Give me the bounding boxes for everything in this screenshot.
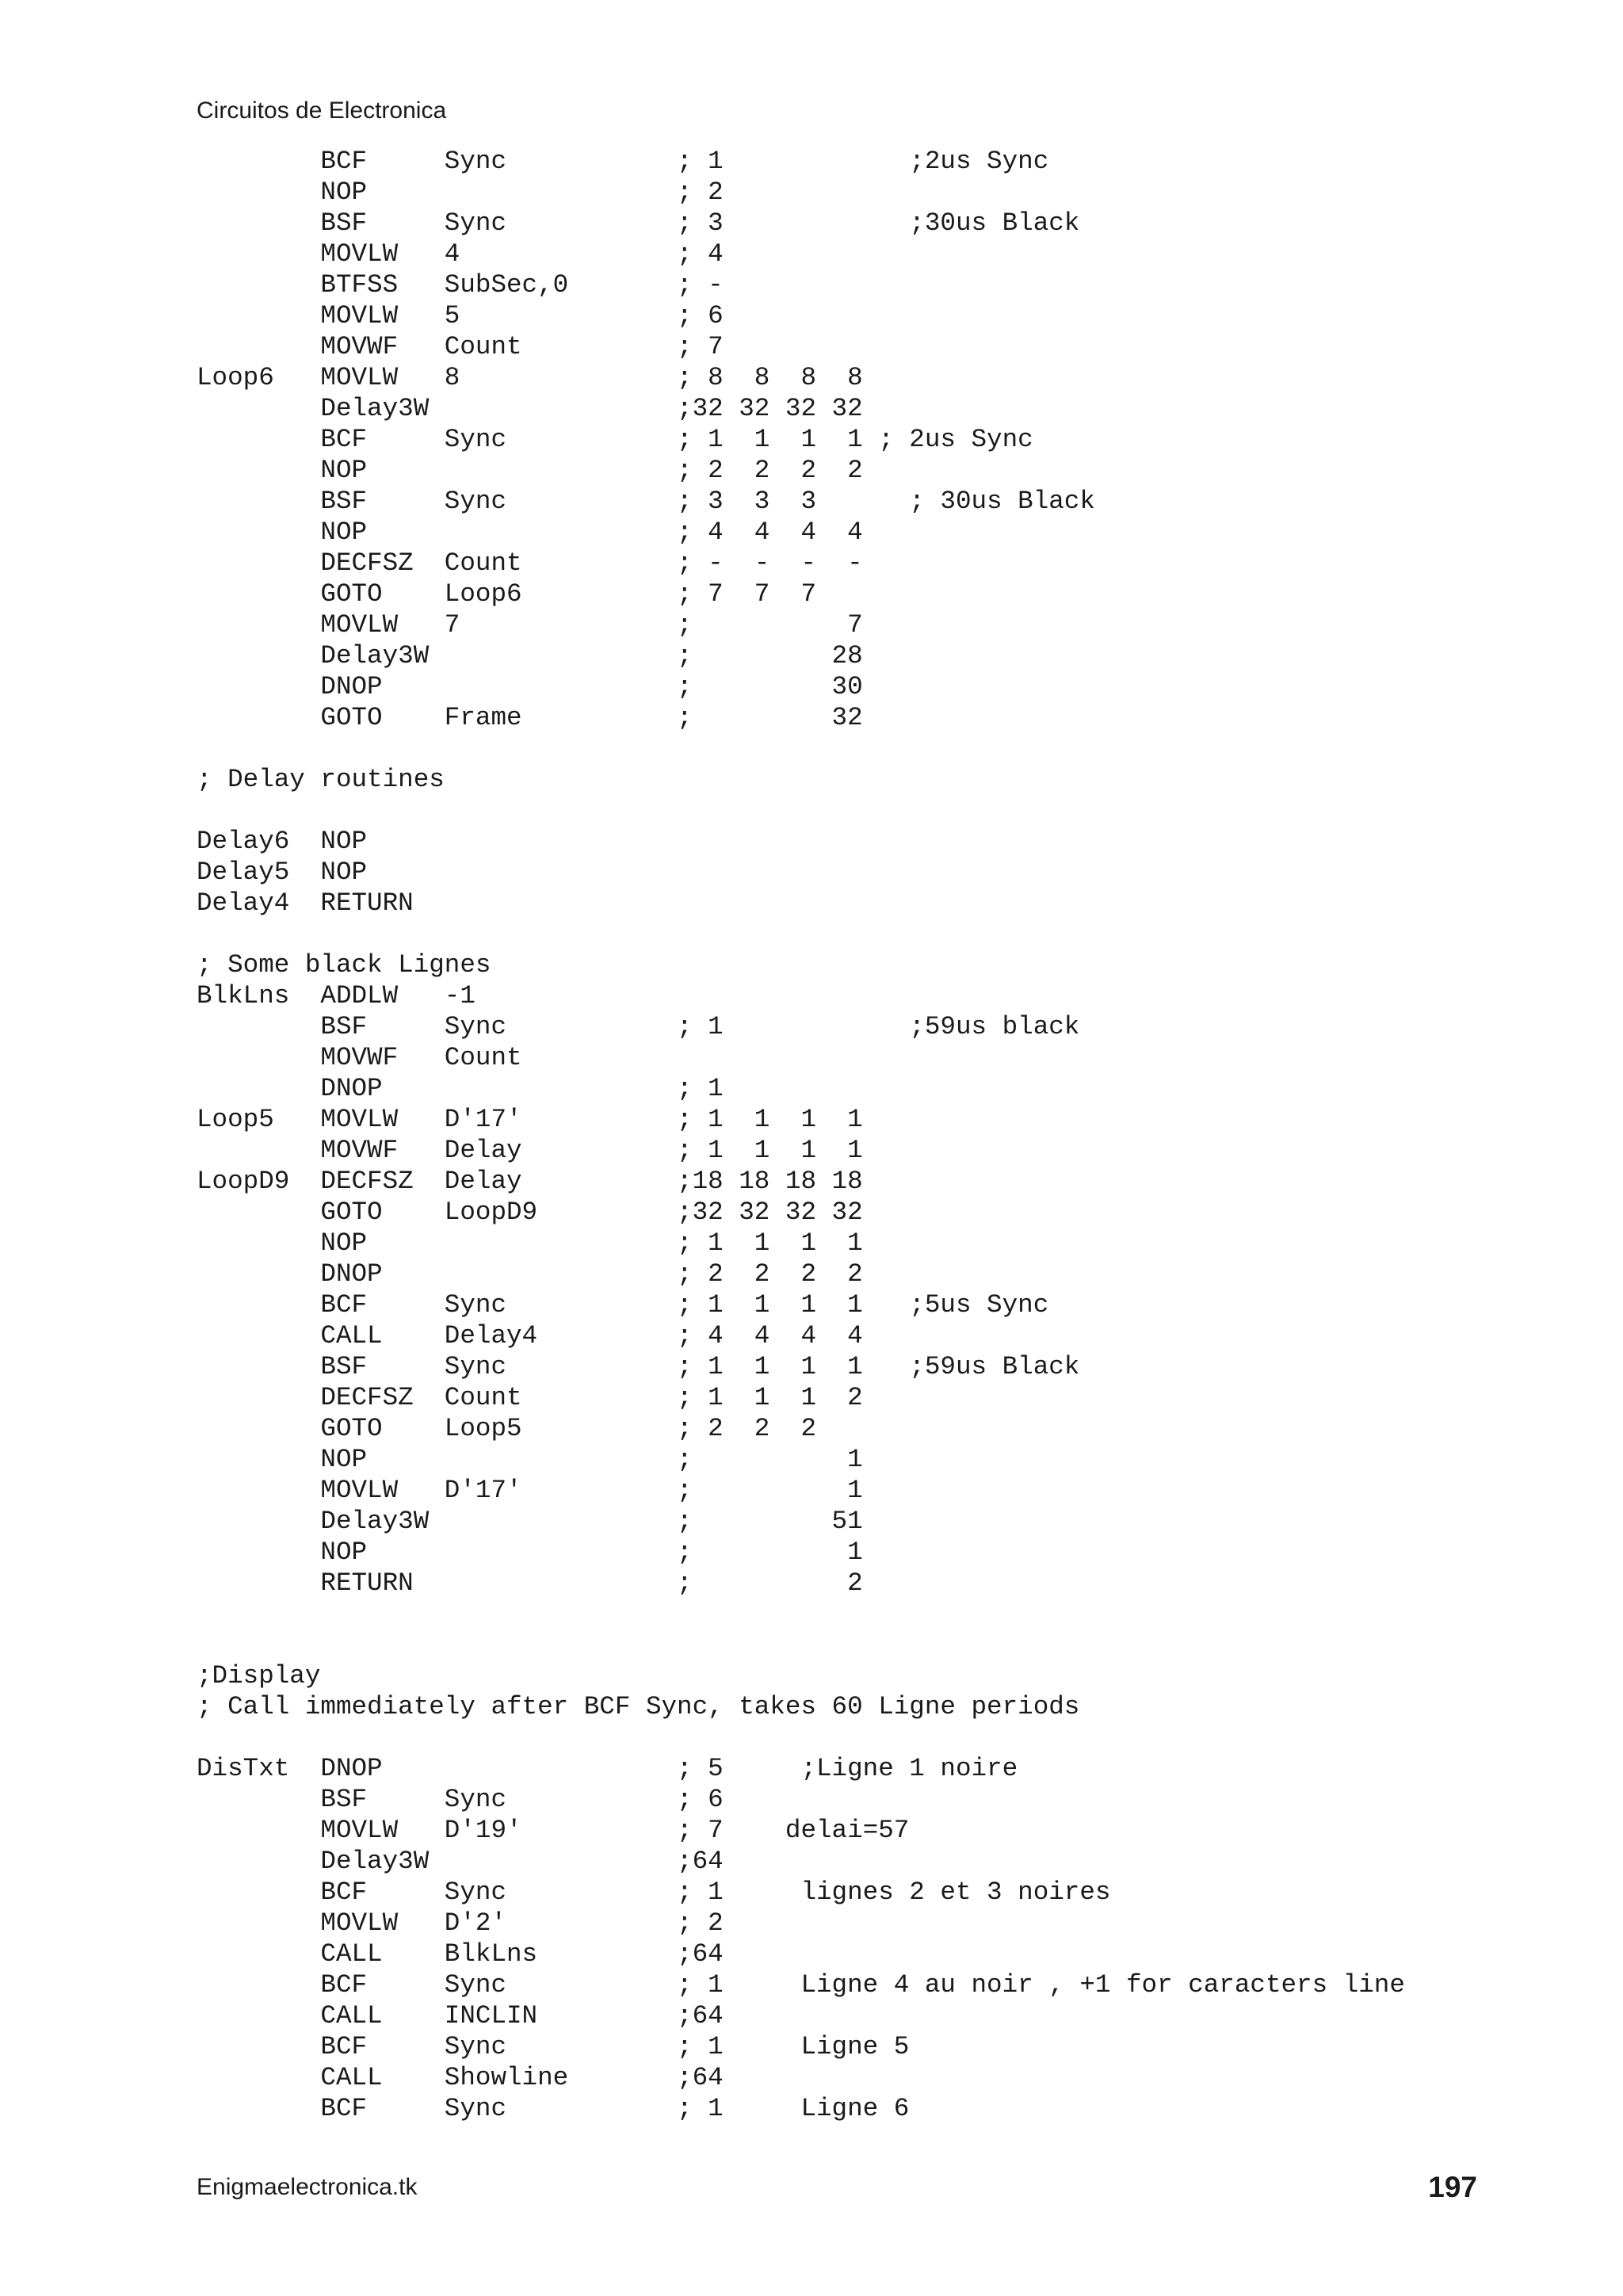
code-line: DNOP ; 30 — [197, 672, 863, 701]
code-line: BCF Sync ; 1 1 1 1 ; 2us Sync — [197, 425, 1033, 454]
code-line: MOVWF Delay ; 1 1 1 1 — [197, 1136, 863, 1165]
code-line — [197, 1722, 1405, 1753]
code-line: RETURN ; 2 — [197, 1568, 863, 1598]
code-line: DECFSZ Count ; 1 1 1 2 — [197, 1383, 863, 1412]
running-header: Circuitos de Electronica — [197, 97, 447, 124]
code-line: MOVLW D'19' ; 7 delai=57 — [197, 1816, 910, 1845]
code-line — [197, 733, 1405, 764]
code-line: BSF Sync ; 6 — [197, 1785, 724, 1814]
code-line — [197, 1629, 1405, 1660]
assembly-code-listing — [197, 146, 1405, 2124]
code-line: NOP ; 1 — [197, 1445, 863, 1474]
code-line: BCF Sync ; 1 1 1 1 ;5us Sync — [197, 1290, 1049, 1320]
code-line: CALL Showline ;64 — [197, 2063, 724, 2092]
code-line: MOVLW 5 ; 6 — [197, 301, 724, 330]
code-line: CALL INCLIN ;64 — [197, 2001, 724, 2030]
code-line: Delay3W ;64 — [197, 1847, 724, 1876]
code-line: CALL Delay4 ; 4 4 4 4 — [197, 1321, 863, 1350]
code-line: Delay3W ;32 32 32 32 — [197, 394, 863, 423]
code-line: MOVWF Count ; 7 — [197, 332, 724, 361]
code-line: MOVLW 7 ; 7 — [197, 610, 863, 640]
code-line: BCF Sync ; 1 ;2us Sync — [197, 147, 1049, 176]
code-line: ;Display — [197, 1661, 321, 1690]
code-line: Loop6 MOVLW 8 ; 8 8 8 8 — [197, 363, 863, 392]
code-line: BSF Sync ; 3 3 3 ; 30us Black — [197, 487, 1095, 516]
code-line: NOP ; 4 4 4 4 — [197, 518, 863, 547]
code-line — [197, 795, 1405, 826]
code-line: NOP ; 1 1 1 1 — [197, 1228, 863, 1258]
code-line: MOVLW 4 ; 4 — [197, 239, 724, 269]
code-line: Delay6 NOP — [197, 827, 368, 856]
code-line: GOTO Loop6 ; 7 7 7 — [197, 579, 817, 609]
code-line: BlkLns ADDLW -1 — [197, 981, 475, 1010]
code-line: BSF Sync ; 1 1 1 1 ;59us Black — [197, 1352, 1080, 1381]
code-line: BCF Sync ; 1 Ligne 6 — [197, 2094, 910, 2123]
code-line — [197, 1599, 1405, 1629]
code-line: Delay3W ; 28 — [197, 641, 863, 670]
code-line: BSF Sync ; 3 ;30us Black — [197, 208, 1080, 238]
code-line: DisTxt DNOP ; 5 ;Ligne 1 noire — [197, 1754, 1018, 1783]
code-line: NOP ; 2 2 2 2 — [197, 456, 863, 485]
code-line: Delay3W ; 51 — [197, 1507, 863, 1536]
code-line: LoopD9 DECFSZ Delay ;18 18 18 18 — [197, 1167, 863, 1196]
code-line: GOTO Frame ; 32 — [197, 703, 863, 732]
code-line: ; Delay routines — [197, 765, 445, 794]
code-line: BCF Sync ; 1 Ligne 4 au noir , +1 for caracters line — [197, 1970, 1405, 2000]
code-line: Delay5 NOP — [197, 858, 368, 887]
code-line: NOP ; 1 — [197, 1538, 863, 1567]
code-line: BCF Sync ; 1 lignes 2 et 3 noires — [197, 1878, 1111, 1907]
code-line: MOVLW D'2' ; 2 — [197, 1908, 724, 1938]
code-line: BCF Sync ; 1 Ligne 5 — [197, 2032, 910, 2061]
code-line: BTFSS SubSec,0 ; - — [197, 270, 724, 300]
code-line: Delay4 RETURN — [197, 888, 414, 918]
code-line: BSF Sync ; 1 ;59us black — [197, 1012, 1080, 1041]
code-line: CALL BlkLns ;64 — [197, 1939, 724, 1969]
code-line: MOVWF Count — [197, 1043, 522, 1072]
code-line: Loop5 MOVLW D'17' ; 1 1 1 1 — [197, 1105, 863, 1134]
code-line: GOTO LoopD9 ;32 32 32 32 — [197, 1198, 863, 1227]
code-line: ; Call immediately after BCF Sync, takes 60 Ligne periods — [197, 1692, 1080, 1721]
code-line: DNOP ; 2 2 2 2 — [197, 1259, 863, 1289]
code-line: ; Some black Lignes — [197, 950, 491, 980]
footer-website: Enigmaelectronica.tk — [197, 2174, 418, 2200]
code-line: NOP ; 2 — [197, 178, 724, 207]
code-line: MOVLW D'17' ; 1 — [197, 1476, 863, 1505]
code-line: GOTO Loop5 ; 2 2 2 — [197, 1414, 817, 1443]
code-line: DECFSZ Count ; - - - - — [197, 548, 863, 578]
code-line: DNOP ; 1 — [197, 1074, 724, 1103]
page-number: 197 — [1428, 2171, 1477, 2203]
code-line — [197, 919, 1405, 949]
